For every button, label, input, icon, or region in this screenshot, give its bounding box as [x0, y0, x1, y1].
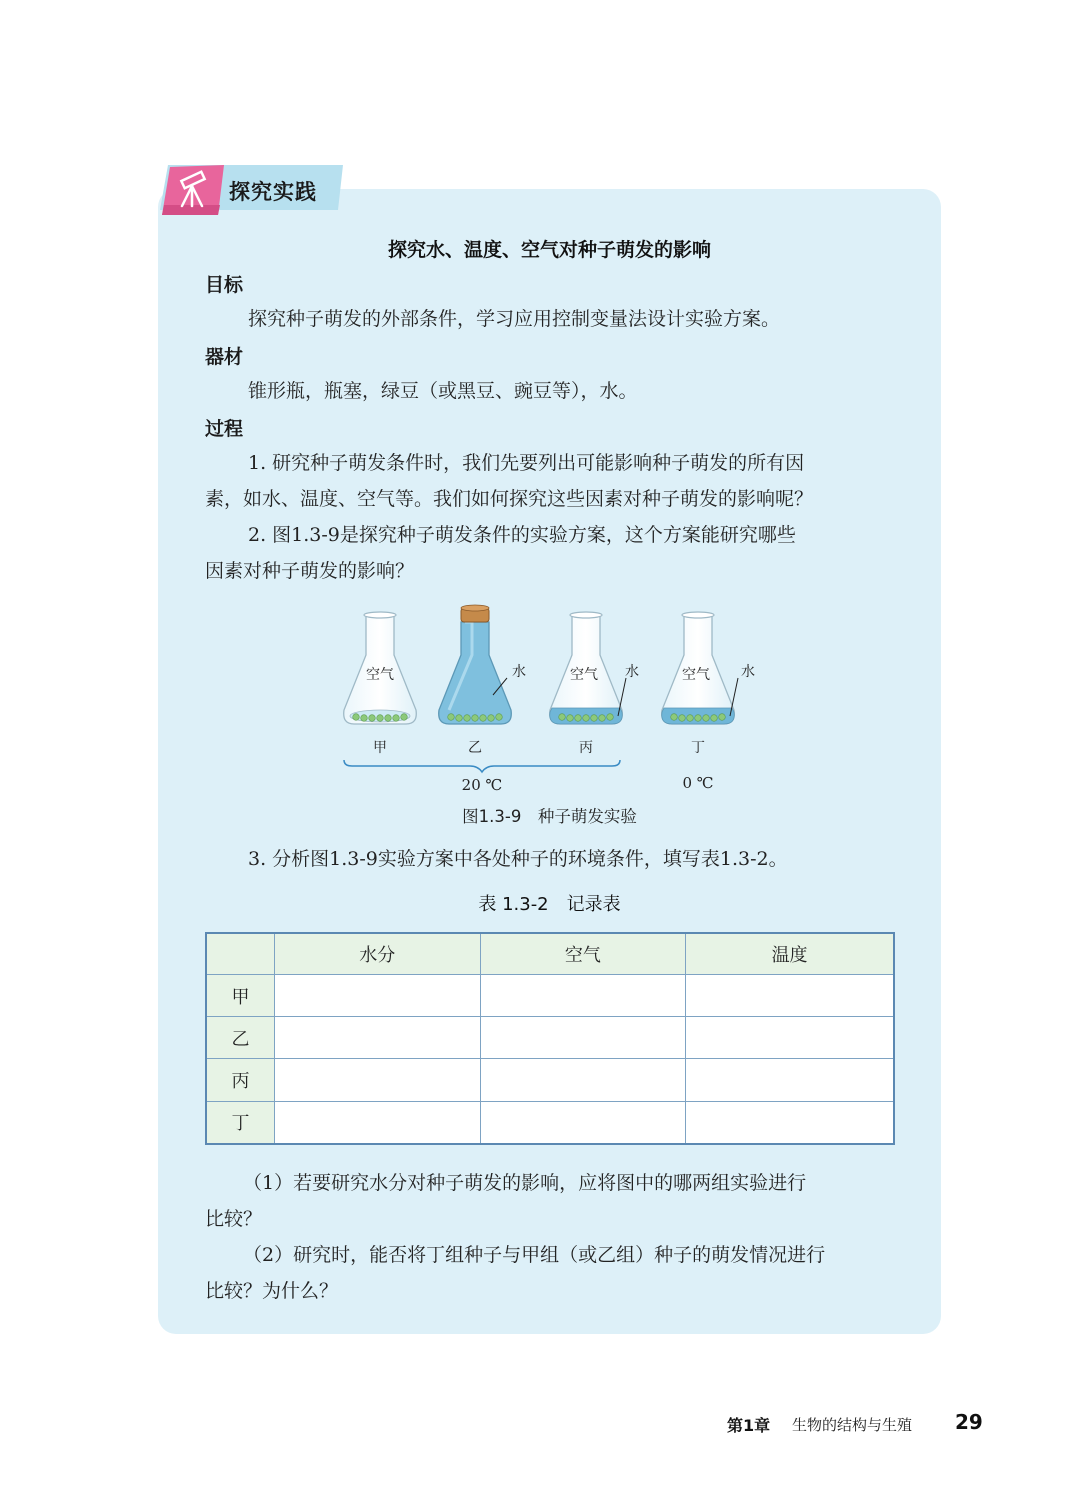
table-row-label: 乙 [206, 1017, 275, 1059]
table-cell-water[interactable] [275, 1101, 481, 1144]
germination-figure [330, 600, 760, 800]
table-cell-water[interactable] [275, 1017, 481, 1059]
materials-heading: 器材 [205, 346, 244, 368]
table-header-corner [206, 933, 275, 975]
flask-ding-water-label: 水 [741, 664, 755, 680]
flask-jia-name: 甲 [373, 740, 387, 756]
section-tab-label: 探究实践 [229, 180, 317, 204]
activity-title: 探究水、温度、空气对种子萌发的影响 [387, 239, 711, 261]
flask-ding-air-label: 空气 [682, 667, 710, 683]
flask-bing-name: 丙 [579, 740, 593, 756]
table-cell-air[interactable] [480, 1059, 686, 1101]
page-number: 29 [955, 1410, 983, 1434]
table-row [206, 1017, 894, 1059]
table-header-row [206, 933, 894, 975]
table-row-label: 丁 [206, 1101, 275, 1144]
flask-yi-water-label: 水 [512, 664, 526, 680]
temperature-bracket [344, 760, 620, 772]
table-header-temperature: 温度 [686, 933, 894, 975]
flask-jia-air-label: 空气 [366, 667, 394, 683]
table-row [206, 1101, 894, 1144]
goal-heading: 目标 [205, 274, 244, 296]
table-row [206, 975, 894, 1017]
flask-jia [344, 612, 417, 756]
process-step-1: 1. 研究种子萌发条件时，我们先要列出可能影响种子萌发的所有因 素，如水、温度、空气等。我们如何探究这些因素对种子萌发的影响呢？ [205, 452, 814, 510]
table-cell-air[interactable] [480, 975, 686, 1017]
flask-ding-name: 丁 [691, 740, 705, 756]
temperature-group-label: 20 ℃ [461, 776, 503, 794]
table-cell-temperature[interactable] [686, 1059, 894, 1101]
temperature-single-label: 0 ℃ [682, 774, 714, 792]
footer-chapter: 第1章 [727, 1416, 771, 1435]
table-cell-water[interactable] [275, 975, 481, 1017]
telescope-icon [170, 168, 214, 212]
materials-text: 锥形瓶，瓶塞，绿豆（或黑豆、豌豆等），水。 [248, 380, 638, 402]
table-cell-temperature[interactable] [686, 975, 894, 1017]
table-cell-temperature[interactable] [686, 1017, 894, 1059]
table-row-label: 甲 [206, 975, 275, 1017]
goal-text: 探究种子萌发的外部条件，学习应用控制变量法设计实验方案。 [248, 308, 781, 330]
flask-yi-name: 乙 [468, 740, 482, 756]
table-title: 表 1.3-2 记录表 [478, 894, 621, 915]
flask-ding [662, 612, 755, 756]
question-2: （2）研究时，能否将丁组种子与甲组（或乙组）种子的萌发情况进行 比较？为什么？ [205, 1244, 826, 1302]
table-header-water: 水分 [275, 933, 481, 975]
process-heading: 过程 [205, 418, 244, 440]
process-step-3: 3. 分析图1.3-9实验方案中各处种子的环境条件，填写表1.3-2。 [248, 848, 788, 870]
table-row-label: 丙 [206, 1059, 275, 1101]
flask-yi [439, 605, 526, 756]
flask-bing [550, 612, 639, 756]
table-cell-temperature[interactable] [686, 1101, 894, 1144]
table-row [206, 1059, 894, 1101]
flask-bing-water-label: 水 [625, 664, 639, 680]
record-table [205, 932, 895, 1145]
process-step-2: 2. 图1.3-9是探究种子萌发条件的实验方案，这个方案能研究哪些 因素对种子萌发的影响？ [205, 524, 796, 582]
flask-bing-air-label: 空气 [570, 667, 598, 683]
table-cell-air[interactable] [480, 1017, 686, 1059]
table-cell-water[interactable] [275, 1059, 481, 1101]
question-1: （1）若要研究水分对种子萌发的影响，应将图中的哪两组实验进行 比较？ [205, 1172, 807, 1230]
table-header-air: 空气 [480, 933, 686, 975]
figure-caption: 图1.3-9 种子萌发实验 [462, 807, 637, 826]
footer-chapter-title: 生物的结构与生殖 [792, 1416, 913, 1434]
table-cell-air[interactable] [480, 1101, 686, 1144]
